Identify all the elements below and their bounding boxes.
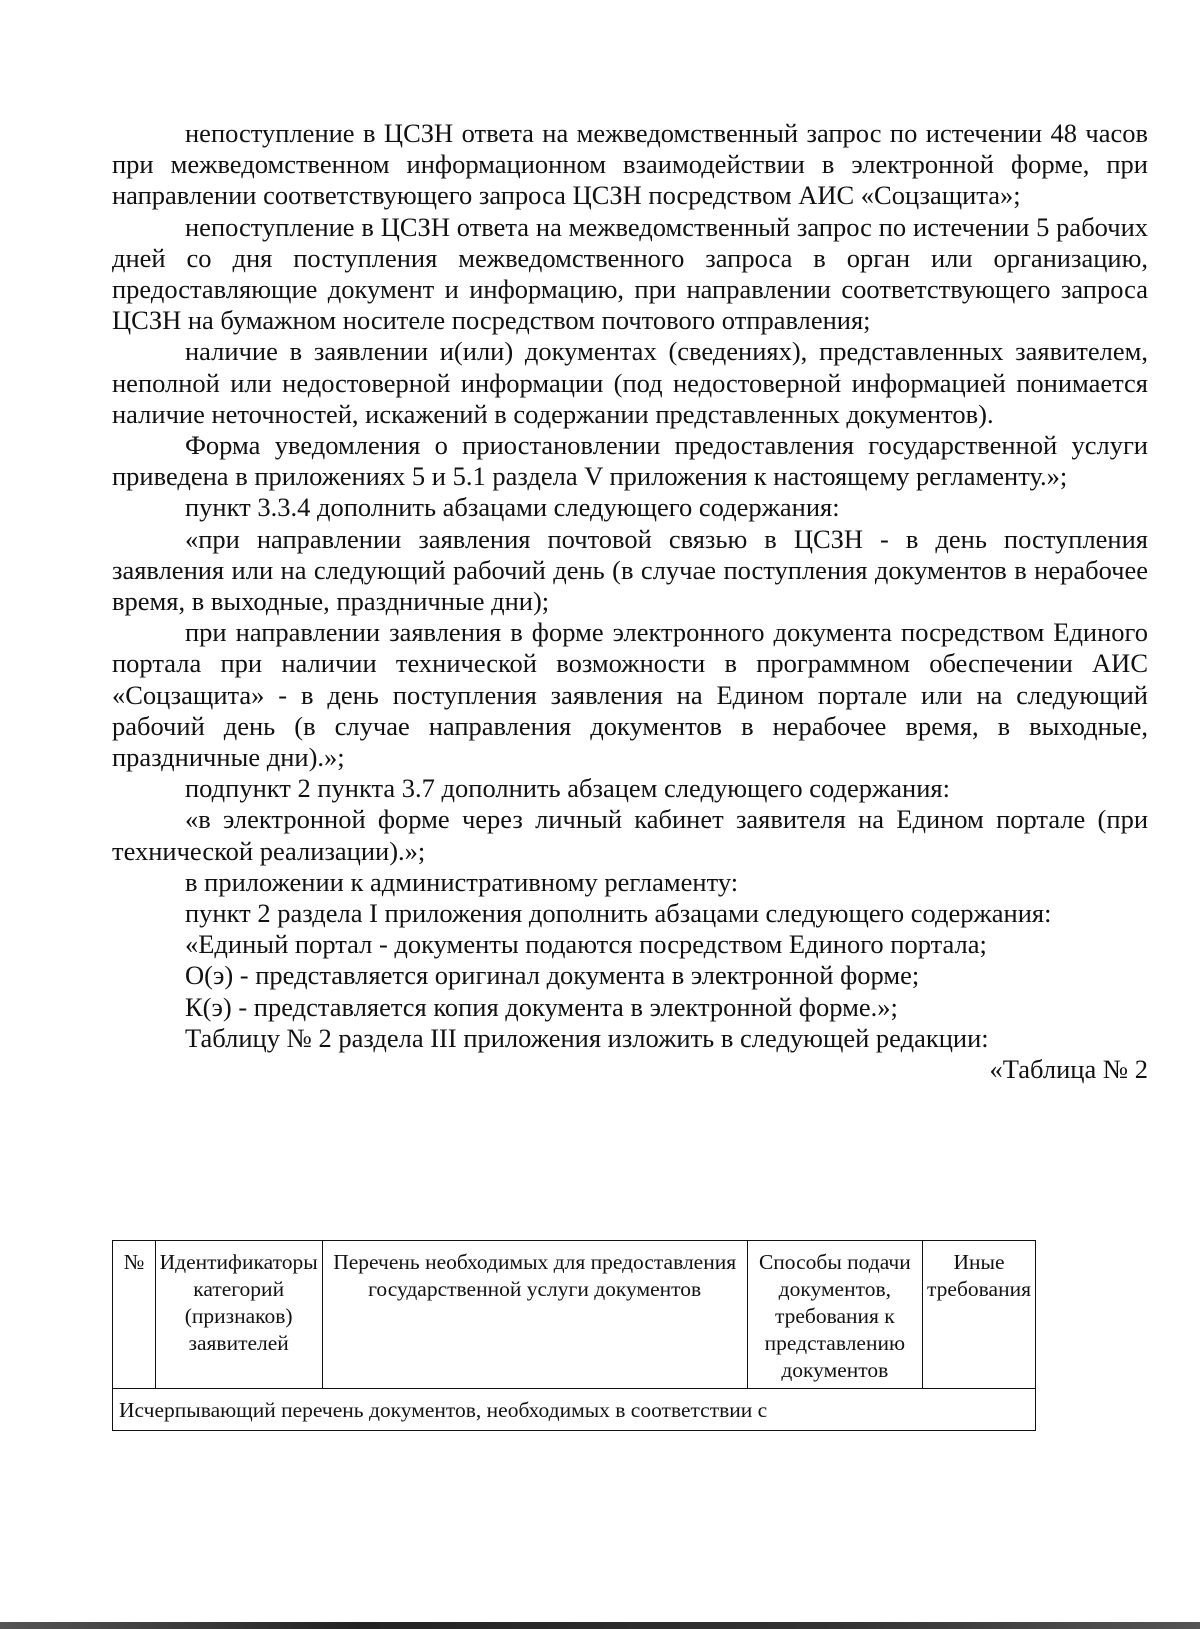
requirements-table (112, 1240, 1036, 1431)
header-documents-list: Перечень необходимых для предоставления государственной услуги документов (322, 1241, 747, 1389)
paragraph-14: К(э) - представляется копия документа в электронной форме.»; (185, 991, 898, 1022)
header-other-requirements: Иные требования (923, 1241, 1036, 1389)
paragraph-4: Форма уведомления о приостановлении предоставления государственной услуги приведена в приложениях 5 и 5.1 раздела V приложения к настоящему регламенту.»; (112, 430, 1148, 492)
exhaustive-list-row: Исчерпывающий перечень документов, необходимых в соответствии с (113, 1389, 1036, 1431)
table-row (113, 1389, 1036, 1431)
paragraph-8: подпункт 2 пункта 3.7 дополнить абзацем следующего содержания: (185, 773, 950, 804)
paragraph-2: непоступление в ЦСЗН ответа на межведомственный запрос по истечении 5 рабочих дней со дня поступления межведомственного запроса в орган или организацию, предоставляющие документ и информацию, при направлении соответствующего запроса ЦСЗН на бумажном носителе посредством почтового отправления; (112, 211, 1148, 336)
paragraph-10: в приложении к административному регламенту: (185, 866, 739, 897)
paragraph-5: пункт 3.3.4 дополнить абзацами следующего содержания: (185, 492, 840, 523)
paragraph-7: при направлении заявления в форме электронного документа посредством Единого портала при наличии технической возможности в программном обеспечении АИС «Соцзащита» - в день поступления заявления на Едином портале или на следующий рабочий день (в случае направления документов в нерабочее время, в выходные, праздничные дни).»; (112, 617, 1148, 773)
paragraph-9: «в электронной форме через личный кабинет заявителя на Едином портале (при технической реализации).»; (112, 804, 1148, 866)
header-submission-methods: Способы подачи документов, требования к представлению документов (747, 1241, 922, 1389)
table-header-row (113, 1241, 1036, 1389)
header-applicant-identifiers: Идентификаторы категорий (признаков) заявителей (155, 1241, 322, 1389)
table-caption: «Таблица № 2 (989, 1054, 1148, 1085)
paragraph-15: Таблицу № 2 раздела III приложения изложить в следующей редакции: (185, 1022, 989, 1053)
paragraph-12: «Единый портал - документы подаются посредством Единого портала; (185, 929, 987, 960)
paragraph-3: наличие в заявлении и(или) документах (сведениях), представленных заявителем, неполной или недостоверной информации (под недостоверной информацией понимается наличие неточностей, искажений в содержании представленных документов). (112, 336, 1148, 429)
paragraph-6: «при направлении заявления почтовой связью в ЦСЗН - в день поступления заявления или на следующий рабочий день (в случае поступления документов в нерабочее время, в выходные, праздничные дни); (112, 523, 1148, 617)
paragraph-1: непоступление в ЦСЗН ответа на межведомственный запрос по истечении 48 часов при межведомственном информационном взаимодействии в электронной форме, при направлении соответствующего запроса ЦСЗН посредством АИС «Соцзащита»; (112, 118, 1148, 211)
scan-bottom-edge (0, 1622, 1200, 1629)
document-body (112, 118, 1148, 1085)
paragraph-13: О(э) - представляется оригинал документа в электронной форме; (185, 960, 920, 991)
header-number: № (113, 1241, 156, 1389)
paragraph-11: пункт 2 раздела I приложения дополнить абзацами следующего содержания: (185, 898, 1052, 929)
